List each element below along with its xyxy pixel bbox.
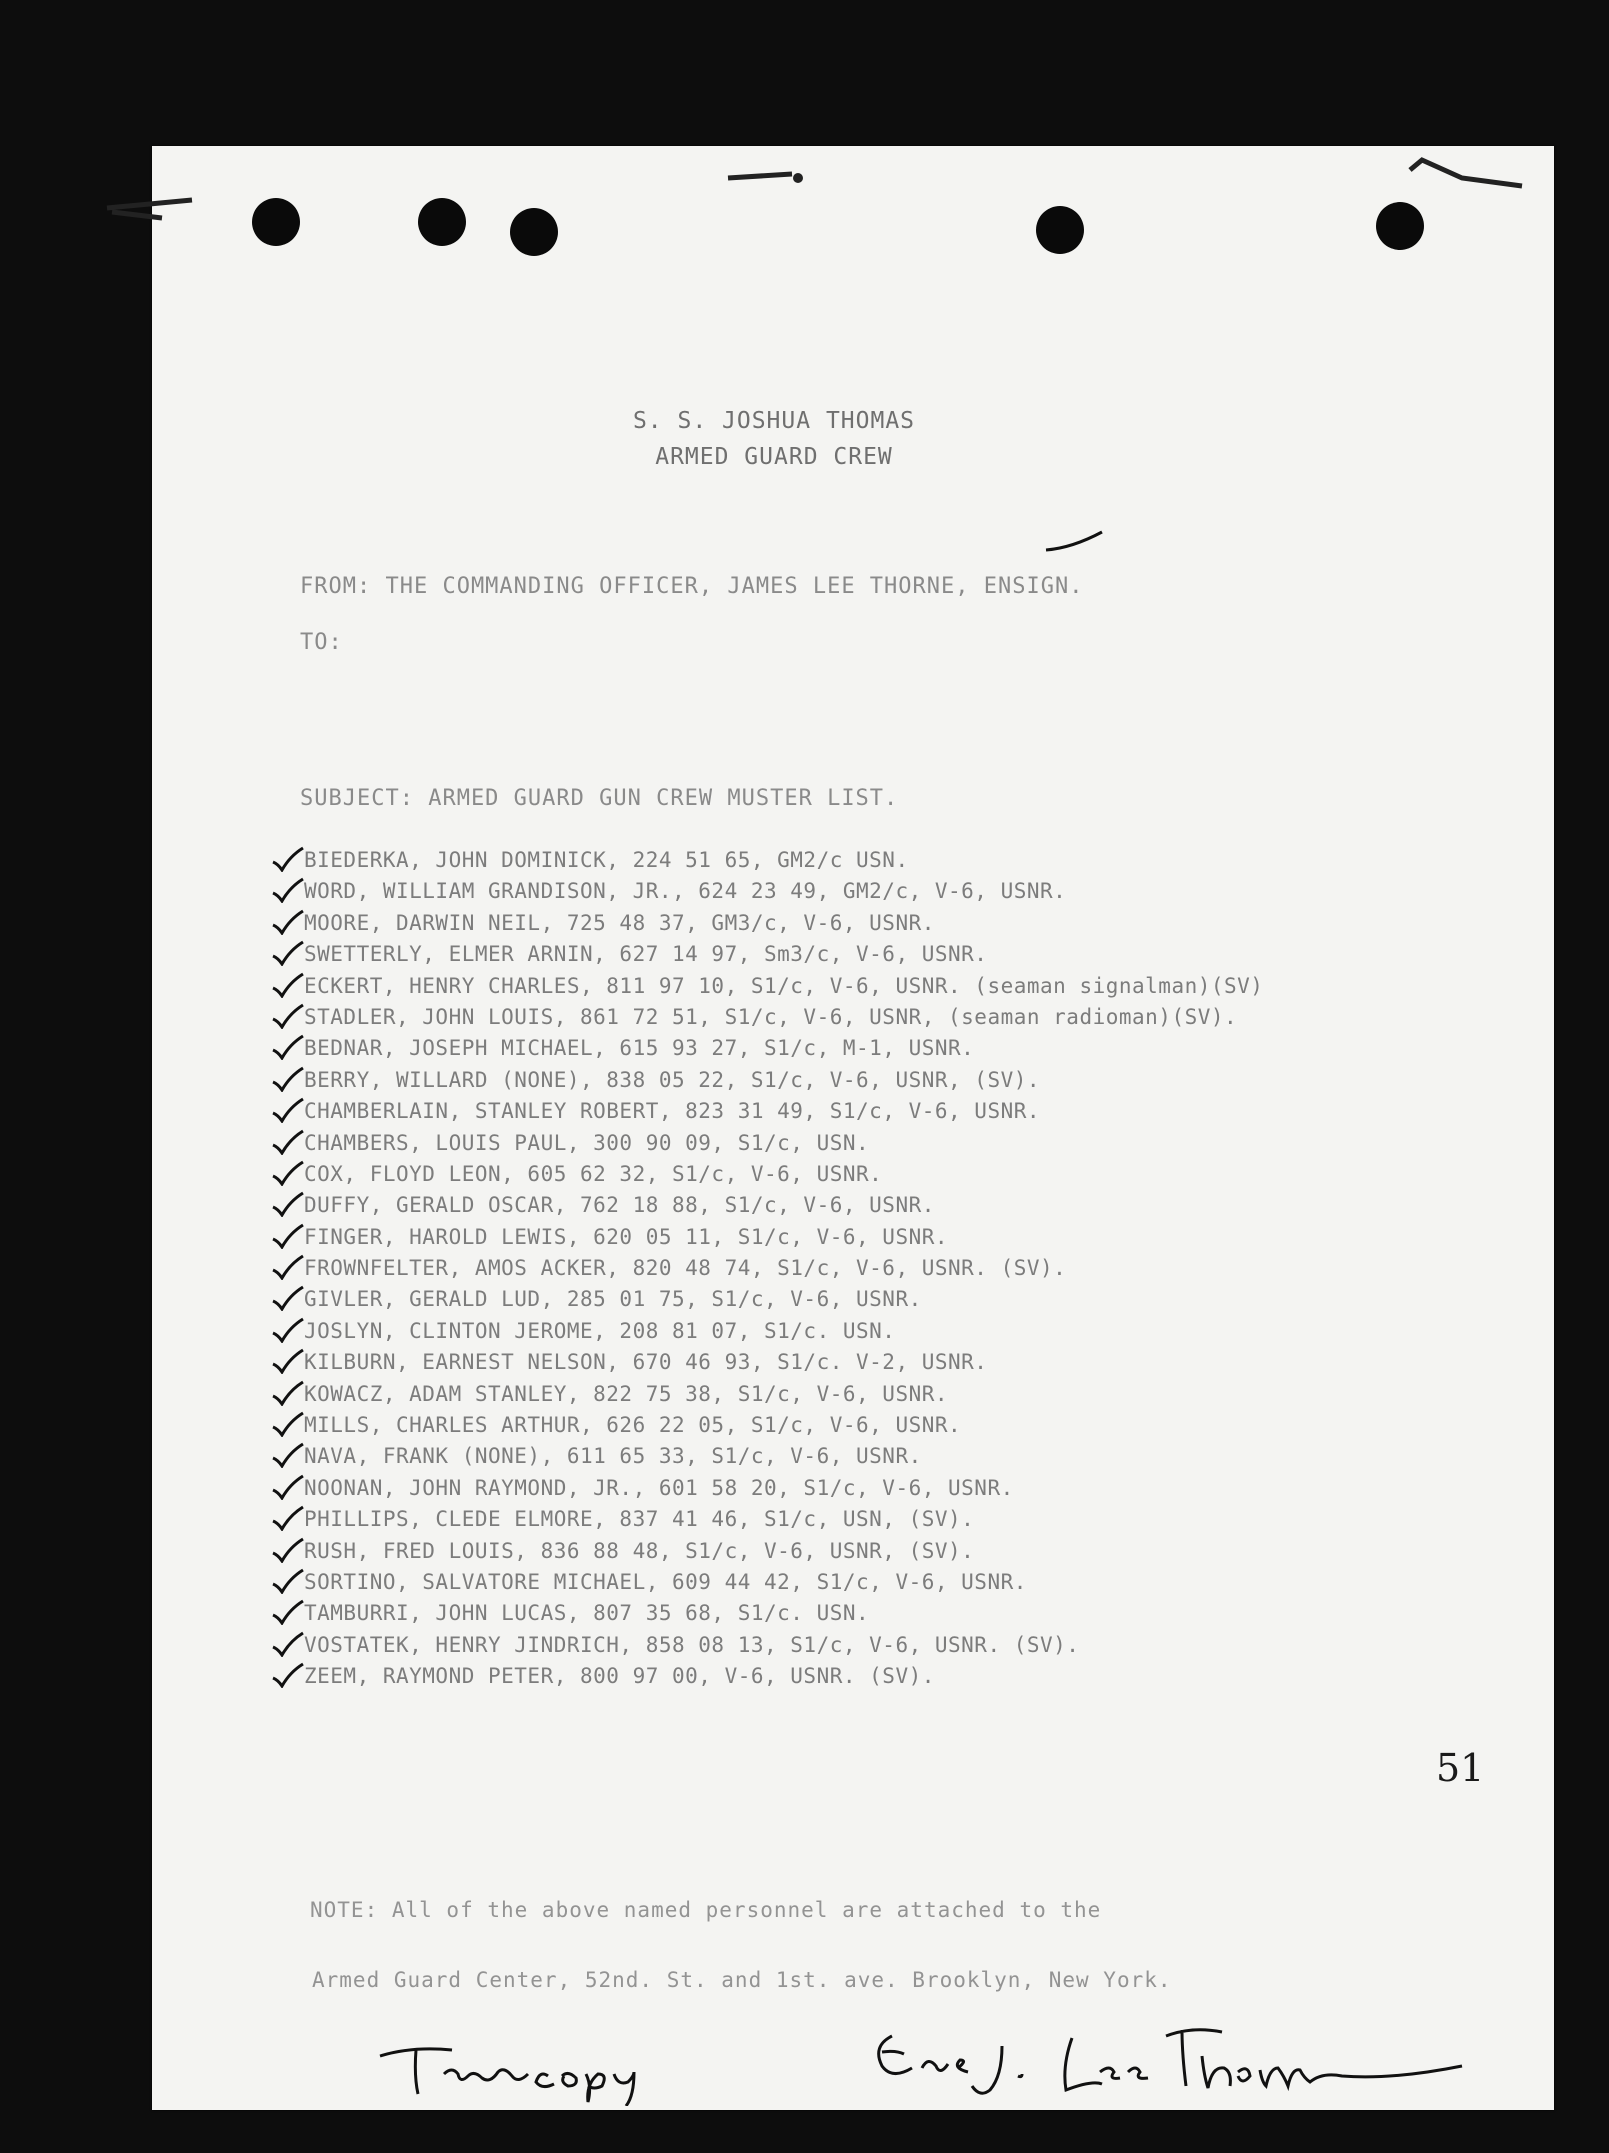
crew-entry: ECKERT, HENRY CHARLES, 811 97 10, S1/c, V-6, USNR. (seaman signalman)(SV) — [304, 973, 1264, 998]
crew-entry: VOSTATEK, HENRY JINDRICH, 858 08 13, S1/c, V-6, USNR. (SV). — [304, 1632, 1080, 1657]
check-mark-icon — [270, 909, 304, 935]
crew-entry: TAMBURRI, JOHN LUCAS, 807 35 68, S1/c. USN. — [304, 1601, 870, 1626]
crew-row — [270, 1599, 1420, 1630]
crew-row — [270, 1442, 1420, 1473]
crew-entry: KOWACZ, ADAM STANLEY, 822 75 38, S1/c, V-6, USNR. — [304, 1381, 949, 1406]
crew-entry: KILBURN, EARNEST NELSON, 670 46 93, S1/c. V-2, USNR. — [304, 1350, 988, 1375]
crew-entry: RUSH, FRED LOUIS, 836 88 48, S1/c, V-6, USNR, (SV). — [304, 1538, 975, 1563]
crew-entry: JOSLYN, CLINTON JEROME, 208 81 07, S1/c. USN. — [304, 1318, 896, 1343]
crew-entry: CHAMBERLAIN, STANLEY ROBERT, 823 31 49, S1/c, V-6, USNR. — [304, 1099, 1041, 1124]
check-mark-icon — [270, 1285, 304, 1311]
crew-entry: GIVLER, GERALD LUD, 285 01 75, S1/c, V-6, USNR. — [304, 1287, 922, 1312]
check-mark-icon — [270, 1097, 304, 1123]
crew-row — [270, 1254, 1420, 1285]
from-line: FROM: THE COMMANDING OFFICER, JAMES LEE THORNE, ENSIGN. — [300, 574, 1084, 599]
staple-mark — [102, 186, 212, 226]
crew-row — [270, 1505, 1420, 1536]
check-mark-icon — [270, 1317, 304, 1343]
check-mark-icon — [270, 846, 304, 872]
crew-row — [270, 1160, 1420, 1191]
staple-mark — [722, 160, 812, 190]
check-mark-icon — [270, 1568, 304, 1594]
document-page — [152, 146, 1554, 2110]
check-mark-icon — [270, 1348, 304, 1374]
crew-row — [270, 1066, 1420, 1097]
punch-hole — [510, 208, 558, 256]
note-line-1: NOTE: All of the above named personnel are attached to the — [310, 1898, 1102, 1922]
crew-row — [270, 1380, 1420, 1411]
unit-name: ARMED GUARD CREW — [655, 444, 893, 470]
crew-row — [270, 1097, 1420, 1128]
check-mark-icon — [270, 1411, 304, 1437]
crew-row — [270, 1411, 1420, 1442]
crew-row — [270, 1537, 1420, 1568]
page-number: 51 — [1436, 1746, 1485, 1790]
punch-hole — [1376, 202, 1424, 250]
check-mark-icon — [270, 1034, 304, 1060]
crew-entry: NOONAN, JOHN RAYMOND, JR., 601 58 20, S1/c, V-6, USNR. — [304, 1475, 1014, 1500]
crew-row — [270, 1285, 1420, 1316]
check-mark-icon — [270, 877, 304, 903]
to-line: TO: — [300, 630, 343, 655]
true-copy-signature — [372, 2026, 692, 2106]
pen-mark — [1042, 526, 1112, 556]
punch-hole — [418, 198, 466, 246]
check-mark-icon — [270, 1223, 304, 1249]
crew-row — [270, 1003, 1420, 1034]
check-mark-icon — [270, 1191, 304, 1217]
crew-row — [270, 1223, 1420, 1254]
ship-name: S. S. JOSHUA THOMAS — [632, 408, 916, 434]
crew-entry: ZEEM, RAYMOND PETER, 800 97 00, V-6, USNR. (SV). — [304, 1664, 935, 1689]
check-mark-icon — [270, 1442, 304, 1468]
crew-entry: SWETTERLY, ELMER ARNIN, 627 14 97, Sm3/c, V-6, USNR. — [304, 942, 988, 967]
crew-row — [270, 1662, 1420, 1693]
crew-row — [270, 1191, 1420, 1222]
check-mark-icon — [270, 1380, 304, 1406]
check-mark-icon — [270, 1505, 304, 1531]
crew-row — [270, 1317, 1420, 1348]
check-mark-icon — [270, 1129, 304, 1155]
crew-entry: FROWNFELTER, AMOS ACKER, 820 48 74, S1/c, V-6, USNR. (SV). — [304, 1256, 1067, 1281]
check-mark-icon — [270, 1662, 304, 1688]
crew-entry: BERRY, WILLARD (NONE), 838 05 22, S1/c, V-6, USNR, (SV). — [304, 1067, 1041, 1092]
crew-list — [270, 846, 1420, 1694]
crew-entry: DUFFY, GERALD OSCAR, 762 18 88, S1/c, V-6, USNR. — [304, 1193, 935, 1218]
punch-hole — [1036, 206, 1084, 254]
crew-entry: PHILLIPS, CLEDE ELMORE, 837 41 46, S1/c, USN, (SV). — [304, 1507, 975, 1532]
crew-row — [270, 1474, 1420, 1505]
check-mark-icon — [270, 972, 304, 998]
subject-line: SUBJECT: ARMED GUARD GUN CREW MUSTER LIST. — [300, 786, 899, 811]
crew-row — [270, 909, 1420, 940]
check-mark-icon — [270, 1599, 304, 1625]
check-mark-icon — [270, 940, 304, 966]
crew-row — [270, 972, 1420, 1003]
crew-row — [270, 1129, 1420, 1160]
check-mark-icon — [270, 1160, 304, 1186]
note-line-2: Armed Guard Center, 52nd. St. and 1st. ave. Brooklyn, New York. — [312, 1968, 1172, 1992]
crew-row — [270, 846, 1420, 877]
check-mark-icon — [270, 1474, 304, 1500]
crew-entry: BEDNAR, JOSEPH MICHAEL, 615 93 27, S1/c, M-1, USNR. — [304, 1036, 975, 1061]
crew-entry: NAVA, FRANK (NONE), 611 65 33, S1/c, V-6, USNR. — [304, 1444, 922, 1469]
crew-entry: STADLER, JOHN LOUIS, 861 72 51, S1/c, V-6, USNR, (seaman radioman)(SV). — [304, 1004, 1238, 1029]
crew-row — [270, 1034, 1420, 1065]
ensign-signature — [852, 2006, 1492, 2116]
staple-mark — [1402, 156, 1532, 196]
crew-entry: MILLS, CHARLES ARTHUR, 626 22 05, S1/c, V-6, USNR. — [304, 1413, 962, 1438]
crew-entry: WORD, WILLIAM GRANDISON, JR., 624 23 49, GM2/c, V-6, USNR. — [304, 879, 1067, 904]
check-mark-icon — [270, 1066, 304, 1092]
crew-entry: COX, FLOYD LEON, 605 62 32, S1/c, V-6, USNR. — [304, 1161, 883, 1186]
check-mark-icon — [270, 1631, 304, 1657]
crew-row — [270, 877, 1420, 908]
punch-hole — [252, 198, 300, 246]
check-mark-icon — [270, 1003, 304, 1029]
crew-row — [270, 940, 1420, 971]
check-mark-icon — [270, 1537, 304, 1563]
crew-entry: SORTINO, SALVATORE MICHAEL, 609 44 42, S1/c, V-6, USNR. — [304, 1569, 1027, 1594]
crew-entry: MOORE, DARWIN NEIL, 725 48 37, GM3/c, V-6, USNR. — [304, 910, 935, 935]
crew-entry: FINGER, HAROLD LEWIS, 620 05 11, S1/c, V-6, USNR. — [304, 1224, 949, 1249]
crew-entry: BIEDERKA, JOHN DOMINICK, 224 51 65, GM2/c USN. — [304, 848, 909, 872]
crew-row — [270, 1568, 1420, 1599]
check-mark-icon — [270, 1254, 304, 1280]
crew-row — [270, 1631, 1420, 1662]
crew-entry: CHAMBERS, LOUIS PAUL, 300 90 09, S1/c, USN. — [304, 1130, 870, 1155]
crew-row — [270, 1348, 1420, 1379]
